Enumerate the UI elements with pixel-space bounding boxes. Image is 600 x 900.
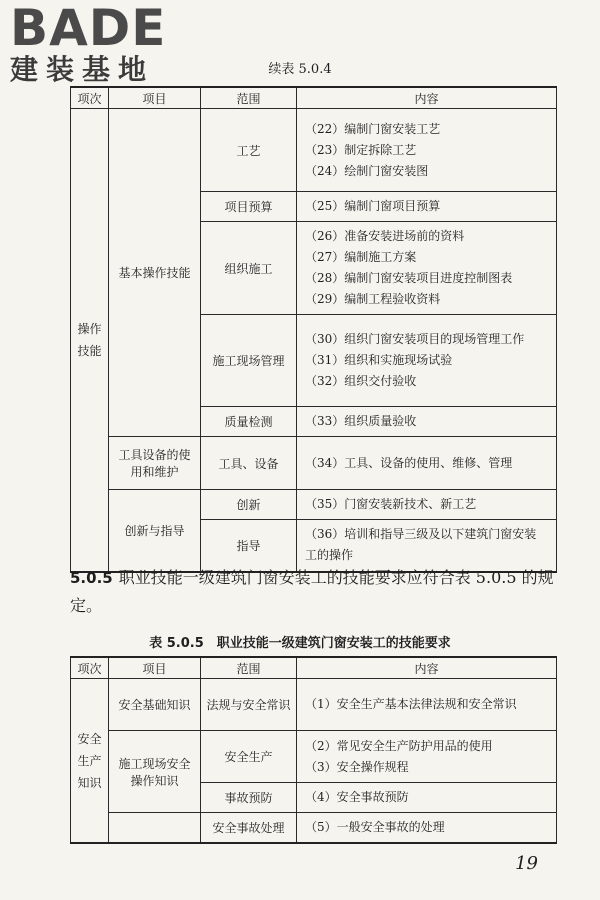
scope-cell: 工具、设备 xyxy=(201,437,297,490)
page-number: 19 xyxy=(515,853,538,874)
content-line: （1）安全生产基本法律法规和安全常识 xyxy=(305,697,517,711)
scope-cell: 指导 xyxy=(201,520,297,572)
content-line: （2）常见安全生产防护用品的使用 xyxy=(305,738,493,753)
table-row xyxy=(71,109,557,192)
content-line: （24）绘制门窗安装图 xyxy=(305,163,429,178)
category-cell: 安全生产知识 xyxy=(71,679,109,844)
scope-cell: 创新 xyxy=(201,490,297,520)
content-line: （5）一般安全事故的处理 xyxy=(305,820,445,834)
watermark-brand: BADE xyxy=(10,0,167,57)
item-cell: 工具设备的使用和维护 xyxy=(109,437,201,490)
watermark-logo xyxy=(6,2,186,92)
item-cell xyxy=(109,813,201,844)
content-line: （34）工具、设备的使用、维修、管理 xyxy=(305,455,513,470)
header-item: 项目 xyxy=(109,87,201,109)
table-505 xyxy=(70,656,557,844)
content-line: （31）组织和实施现场试验 xyxy=(305,353,453,367)
content-line: （23）制定拆除工艺 xyxy=(305,142,417,157)
content-line: （4）安全事故预防 xyxy=(305,790,409,804)
scope-cell: 安全事故处理 xyxy=(201,813,297,844)
table-row xyxy=(71,813,557,844)
scope-cell: 工艺 xyxy=(201,109,297,192)
content-cell xyxy=(297,783,557,813)
table-header-row xyxy=(71,657,557,679)
content-line: （22）编制门窗安装工艺 xyxy=(305,121,441,136)
content-cell xyxy=(297,407,557,437)
table-505-title: 表 5.0.5 职业技能一级建筑门窗安装工的技能要求 xyxy=(149,636,451,651)
clause-text: 职业技能一级建筑门窗安装工的技能要求应符合表 5.0.5 的规定。 xyxy=(70,568,554,615)
continued-table-title: 续表 5.0.4 xyxy=(268,62,332,77)
item-cell: 基本操作技能 xyxy=(109,109,201,437)
scope-cell: 组织施工 xyxy=(201,222,297,315)
header-item: 项目 xyxy=(109,657,201,679)
header-index: 项次 xyxy=(71,657,109,679)
header-index: 项次 xyxy=(71,87,109,109)
content-cell xyxy=(297,490,557,520)
content-cell xyxy=(297,315,557,407)
content-cell xyxy=(297,222,557,315)
content-line: （29）编制工程验收资料 xyxy=(305,292,441,306)
content-cell xyxy=(297,109,557,192)
content-line: （3）安全操作规程 xyxy=(305,759,409,774)
table-header-row xyxy=(71,87,557,109)
scope-cell: 安全生产 xyxy=(201,731,297,783)
scope-cell: 施工现场管理 xyxy=(201,315,297,407)
header-content: 内容 xyxy=(297,657,557,679)
scope-cell: 法规与安全常识 xyxy=(201,679,297,731)
content-cell xyxy=(297,679,557,731)
scope-cell: 质量检测 xyxy=(201,407,297,437)
scope-cell: 事故预防 xyxy=(201,783,297,813)
watermark-subtitle: 建装基地 xyxy=(10,53,155,86)
content-line: （27）编制施工方案 xyxy=(305,250,417,264)
table-row xyxy=(71,731,557,783)
content-line: （25）编制门窗项目预算 xyxy=(305,199,441,213)
item-cell: 施工现场安全操作知识 xyxy=(109,731,201,813)
content-cell xyxy=(297,192,557,222)
content-line: （33）组织质量验收 xyxy=(305,414,417,428)
item-cell: 创新与指导 xyxy=(109,490,201,572)
content-line: （28）编制门窗安装项目进度控制图表 xyxy=(305,271,513,285)
content-line: （32）组织交付验收 xyxy=(305,374,417,388)
content-line: （35）门窗安装新技术、新工艺 xyxy=(305,497,477,511)
clause-number: 5.0.5 xyxy=(70,569,113,587)
table-row xyxy=(71,679,557,731)
content-line: （36）培训和指导三级及以下建筑门窗安装工的操作 xyxy=(305,527,537,563)
item-cell: 安全基础知识 xyxy=(109,679,201,731)
content-line: （26）准备安装进场前的资料 xyxy=(305,229,465,243)
category-cell: 操作技能 xyxy=(71,109,109,572)
content-cell xyxy=(297,813,557,844)
header-scope: 范围 xyxy=(201,657,297,679)
table-row xyxy=(71,437,557,490)
header-scope: 范围 xyxy=(201,87,297,109)
scope-cell: 项目预算 xyxy=(201,192,297,222)
content-cell xyxy=(297,731,557,783)
continued-table xyxy=(70,86,557,573)
clause-paragraph xyxy=(70,564,560,620)
content-line: （30）组织门窗安装项目的现场管理工作 xyxy=(305,332,525,346)
header-content: 内容 xyxy=(297,87,557,109)
content-cell xyxy=(297,437,557,490)
table-row xyxy=(71,490,557,520)
